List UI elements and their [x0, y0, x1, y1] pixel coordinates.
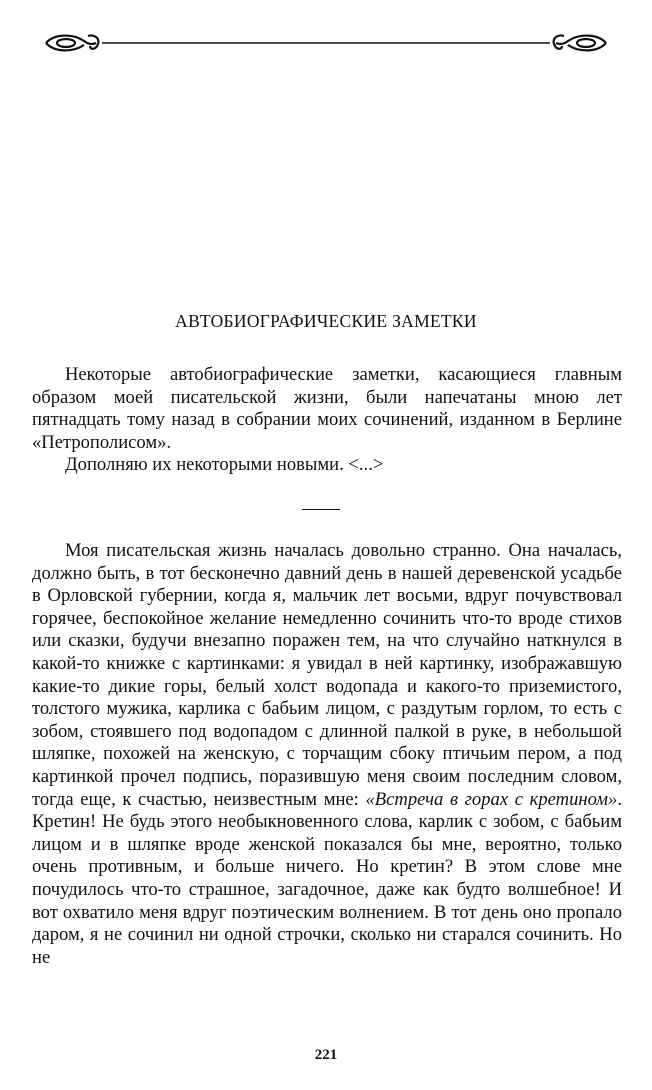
section-divider	[302, 509, 340, 510]
main-paragraph	[32, 540, 622, 969]
chapter-title: АВТОБИОГРАФИЧЕСКИЕ ЗАМЕТКИ	[175, 311, 477, 331]
italic-quote: «Встреча в горах с кретином»	[365, 788, 618, 810]
page-number: 221	[314, 1047, 338, 1063]
right-flourish-icon	[554, 35, 606, 50]
main-text-before: Моя писательская жизнь началась довольно странно. Она началась, должно быть, в тот бесконечно давний день в нашей деревенской усадьбе в Орловской губернии, когда я, мальчик лет восьми, вдруг почувствовал горячее, беспокойное желание немедленно сочинить что-то вроде стихов или сказки, будучи внезапно поражен тем, на что случайно наткнулся в какой-то книжке с картинками: я увидал в ней картинку, изображавшую какие-то дикие горы, белый холст водопада и какого-то приземистого, толстого мужика, карлика с бабьим лицом, с раздутым горлом, то есть с зобом, стоявшего под водопадом с длинной палкой в руке, в небольшой шляпке, похожей на женскую, с торчащим сбоку птичьим пером, а под картинкой прочел подпись, поразившую меня своим последним словом, тогда еще, к счастью, неизвестным мне:	[32, 540, 622, 810]
intro-section	[32, 364, 622, 477]
left-flourish-icon	[46, 35, 98, 50]
main-text-after: . Кретин! Не будь этого необыкновенного слова, карлик с зобом, с бабьим лицом и в шляпке вроде женской показался бы мне, вероятно, только очень противным, и больше ничего. Но кретин? В этом слове мне почудилось что-то страшное, загадочное, даже как будто волшебное! И вот охватило меня вдруг поэтическим волнением. В тот день оно пропало даром, я не сочинил ни одной строчки, сколько ни старался сочинить. Но не	[32, 788, 622, 968]
intro-paragraph-1: Некоторые автобиографические заметки, касающиеся главным образом моей писательской жизни, были напечатаны мною лет пятнадцать тому назад в собрании моих сочинений, изданном в Берлине «Петрополисом».	[32, 364, 622, 453]
main-section	[32, 540, 622, 969]
intro-paragraph-2: Дополняю их некоторыми новыми. <...>	[65, 454, 384, 476]
header-ornament	[44, 28, 608, 58]
